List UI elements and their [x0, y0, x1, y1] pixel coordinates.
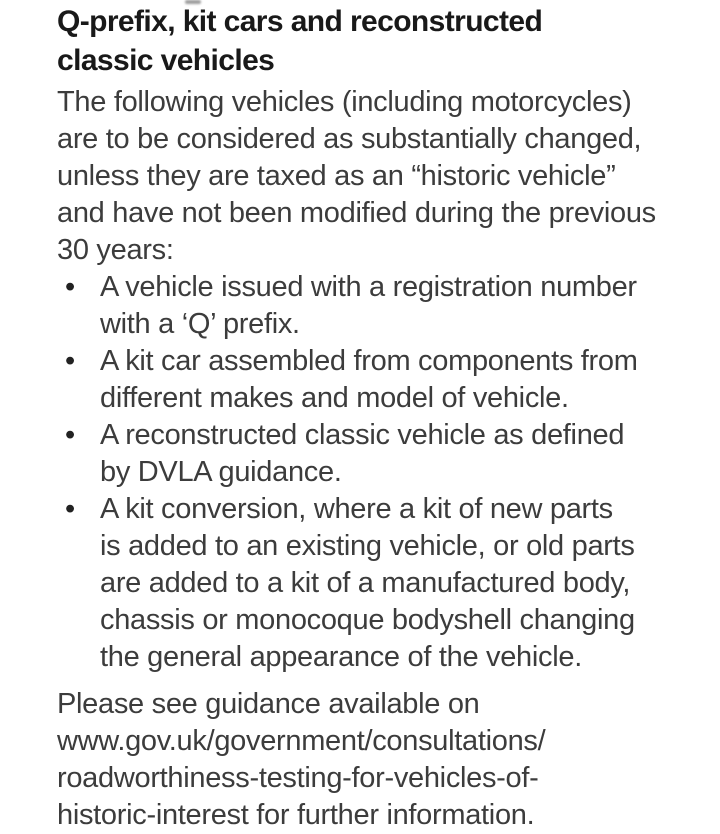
paragraph-line: unless they are taxed as an “historic vehicle”	[57, 160, 616, 192]
list-item	[57, 491, 710, 676]
bullet-text	[100, 491, 710, 676]
paragraph-line: 30 years:	[57, 234, 174, 266]
bullet-line: A reconstructed classic vehicle as defined	[100, 419, 625, 451]
bullet-line: is added to an existing vehicle, or old parts	[100, 530, 635, 562]
bullet-line: are added to a kit of a manufactured body,	[100, 567, 631, 599]
guidance-url-line: roadworthiness-testing-for-vehicles-of-	[57, 762, 539, 794]
bullet-line: chassis or monocoque bodyshell changing	[100, 604, 635, 636]
bullet-line: A kit conversion, where a kit of new parts	[100, 493, 613, 525]
bullet-line: the general appearance of the vehicle.	[100, 641, 582, 673]
paragraph-line: and have not been modified during the previous	[57, 197, 656, 229]
bullet-line: A kit car assembled from components from	[100, 345, 638, 377]
bullet-text	[100, 269, 710, 343]
guidance-url-line: www.gov.uk/government/consultations/	[57, 725, 546, 757]
bullet-icon: •	[65, 271, 75, 303]
bullet-text	[100, 417, 710, 491]
document-page	[57, 2, 710, 834]
heading-line: classic vehicles	[57, 44, 275, 77]
intro-paragraph	[57, 84, 710, 269]
bullet-line: A vehicle issued with a registration number	[100, 271, 637, 303]
guidance-paragraph	[57, 686, 710, 834]
list-item	[57, 269, 710, 343]
bullet-line: by DVLA guidance.	[100, 456, 342, 488]
bullet-text	[100, 343, 710, 417]
list-item	[57, 343, 710, 417]
bullet-icon: •	[65, 493, 75, 525]
heading-line: Q-prefix, kit cars and reconstructed	[57, 5, 543, 38]
bullet-line: different makes and model of vehicle.	[100, 382, 569, 414]
bullet-line: with a ‘Q’ prefix.	[100, 308, 300, 340]
bullet-list	[57, 269, 710, 676]
section-heading	[57, 2, 710, 80]
bullet-icon: •	[65, 345, 75, 377]
paragraph-line: historic-interest for further information.	[57, 799, 535, 831]
bullet-icon: •	[65, 419, 75, 451]
list-item	[57, 417, 710, 491]
paragraph-line: The following vehicles (including motorcycles)	[57, 86, 632, 118]
paragraph-line: are to be considered as substantially changed,	[57, 123, 642, 155]
paragraph-line: Please see guidance available on	[57, 688, 480, 720]
